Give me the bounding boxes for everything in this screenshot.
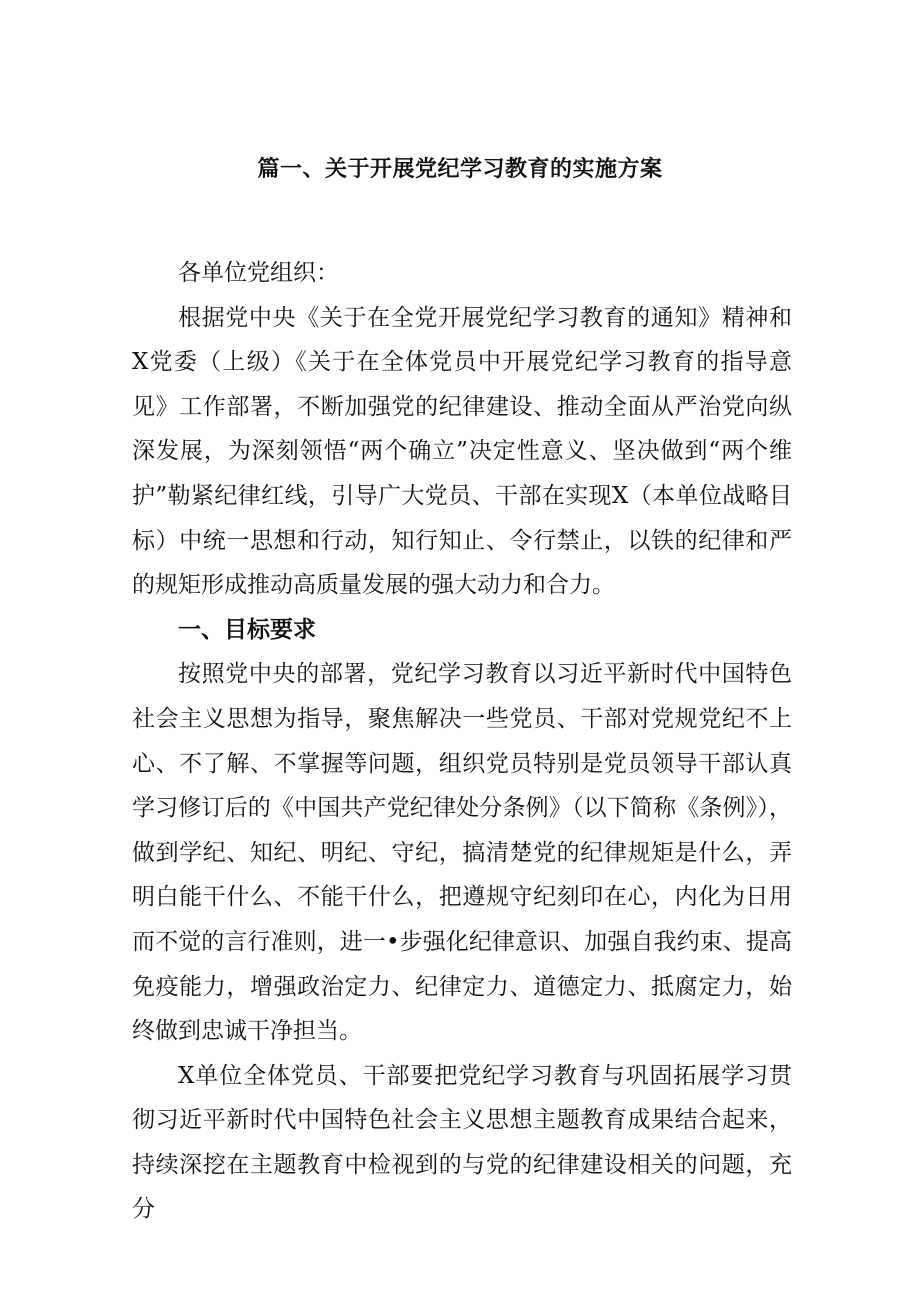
paragraph-intro: 根据党中央《关于在全党开展党纪学习教育的通知》精神和X党委（上级）《关于在全体党员中开展党纪学习教育的指导意见》工作部署，不断加强党的纪律建设、推动全面从严治党向纵深发展，为深刻领悟“两个确立”决定性意义、坚决做到“两个维护”勒紧纪律红线，引导广大党员、干部在实现X（本单位战略目标）中统一思想和行动，知行知止、令行禁止，以铁的纪律和严的规矩形成推动高质量发展的强大动力和合力。 [132, 304, 792, 599]
paragraph-goals: 按照党中央的部署，党纪学习教育以习近平新时代中国特色社会主义思想为指导，聚焦解决一些党员、干部对党规党纪不上心、不了解、不掌握等问题，组织党员特别是党员领导干部认真学习修订后的《中国共产党纪律处分条例》（以下简称《条例》），做到学纪、知纪、明纪、守纪，搞清楚党的纪律规矩是什么，弄明白能干什么、不能干什么，把遵规守纪刻印在心，内化为日用而不觉的言行准则，进一•步强化纪律意识、加强自我约束、提高免疫能力，增强政治定力、纪律定力、道德定力、抵腐定力，始终做到忠诚干净担当。 [132, 661, 792, 1045]
paragraph-unit-requirements: X单位全体党员、干部要把党纪学习教育与巩固拓展学习贯彻习近平新时代中国特色社会主义思想主题教育成果结合起来，持续深挖在主题教育中检视到的与党的纪律建设相关的问题，充分 [132, 1062, 792, 1223]
salutation: 各单位党组织： [178, 260, 339, 286]
document-body [132, 251, 792, 1232]
section-heading-goals: 一、目标要求 [178, 616, 316, 643]
document-title: 篇一、关于开展党纪学习教育的实施方案 [257, 157, 663, 182]
